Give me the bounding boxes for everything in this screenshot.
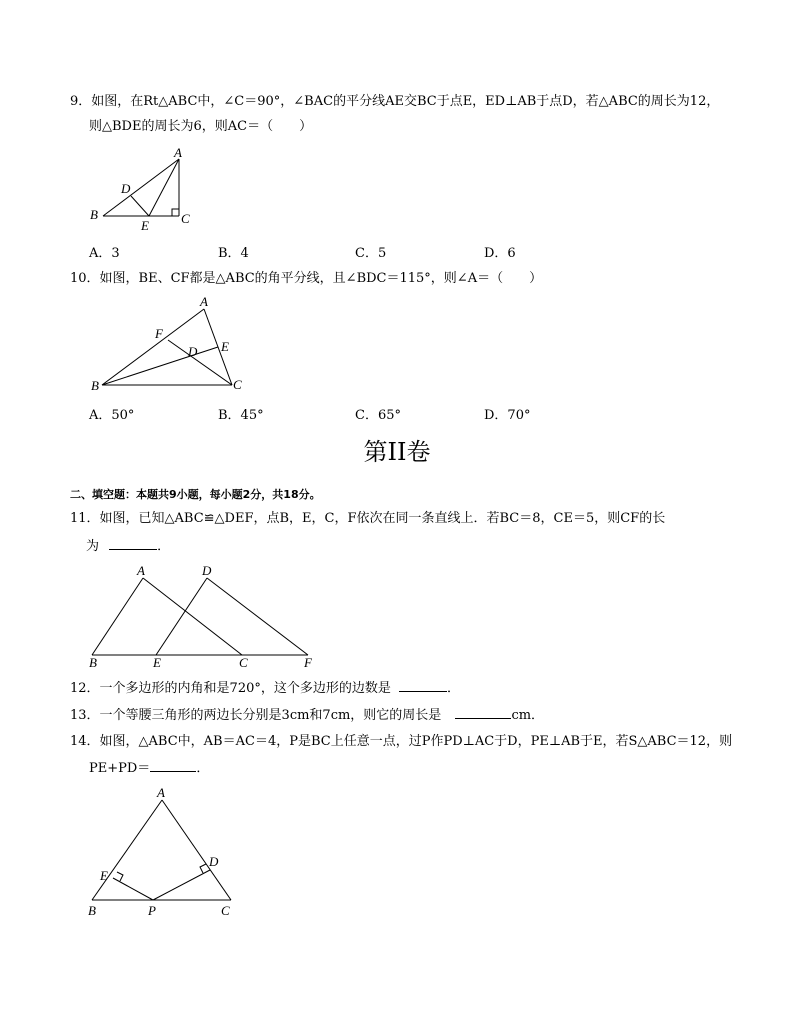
q14-segment-pd	[153, 870, 210, 900]
q11-segment-de	[156, 578, 207, 655]
q11-text-line1: 11．如图，已知△ABC≌△DEF，点B，E，C，F依次在同一条直线上．若BC＝8，CE＝5，则CF的长	[70, 511, 666, 526]
q9-option-b: B．4	[218, 246, 249, 261]
q10-option-b: B．45°	[218, 408, 264, 423]
q12-prefix: 12．一个多边形的内角和是720°，这个多边形的边数是	[70, 681, 391, 696]
q13-answer-blank[interactable]	[455, 706, 511, 719]
q14-label-p: P	[148, 903, 156, 918]
q11-segment-ab	[92, 578, 143, 655]
q10-label-e: E	[221, 339, 229, 354]
q14-right-angle-mark-d	[200, 864, 206, 873]
q11-prefix: 为	[86, 539, 100, 554]
q10-segment-be	[102, 347, 218, 385]
q13-prefix: 13．一个等腰三角形的两边长分别是3cm和7cm，则它的周长是	[70, 708, 442, 723]
q14-answer-blank[interactable]	[150, 759, 196, 772]
q12-answer-blank[interactable]	[399, 679, 447, 692]
part-title: 第II卷	[363, 438, 431, 466]
q9-label-a: A	[174, 145, 182, 160]
q9-label-c: C	[181, 211, 190, 226]
q14-segment-ac	[162, 800, 231, 900]
q10-label-f: F	[155, 326, 163, 341]
q14-suffix: ．	[196, 761, 210, 776]
q9-option-c: C．5	[355, 246, 387, 261]
q14-label-d: D	[209, 854, 219, 869]
q11-label-b: B	[89, 655, 97, 670]
q9-label-d: D	[121, 181, 131, 196]
section-heading: 二、填空题：本题共9小题，每小题2分，共18分。	[70, 488, 321, 501]
q9-label-e: E	[141, 218, 149, 233]
q11-label-e: E	[153, 655, 161, 670]
q10-option-c: C．65°	[355, 408, 401, 423]
q11-label-c: C	[239, 655, 248, 670]
q10-label-d: D	[188, 344, 198, 359]
q9-label-b: B	[90, 207, 98, 222]
q14-segment-ab	[92, 800, 162, 900]
q11-segment-ac	[143, 578, 242, 655]
q9-segment-ae	[149, 159, 179, 216]
q10-label-c: C	[233, 377, 242, 392]
q13-suffix: cm．	[511, 708, 545, 723]
q10-option-a: A．50°	[89, 408, 135, 423]
q11-label-f: F	[304, 655, 312, 670]
q14-text-line1: 14．如图，△ABC中，AB＝AC＝4，P是BC上任意一点，过P作PD⊥AC于D，PE⊥AB于E，若S△ABC＝12，则	[70, 734, 733, 749]
q10-option-d: D．70°	[484, 408, 531, 423]
q11-suffix: ．	[157, 539, 171, 554]
q10-text-line1: 10．如图，BE、CF都是△ABC的角平分线，且∠BDC＝115°，则∠A＝（ ）	[70, 271, 543, 286]
q14-prefix: PE+PD＝	[89, 761, 151, 776]
q9-text-line1: 9．如图，在Rt△ABC中，∠C＝90°，∠BAC的平分线AE交BC于点E，ED⊥AB于点D，若△ABC的周长为12，	[70, 94, 720, 109]
q10-label-b: B	[91, 378, 99, 393]
q13-text	[70, 706, 544, 725]
q12-suffix: ．	[447, 681, 461, 696]
q11-text-line2	[86, 537, 170, 556]
q11-segment-df	[207, 578, 308, 655]
q14-label-a: A	[157, 785, 165, 800]
q12-text	[70, 679, 460, 698]
q14-text-line2	[89, 759, 209, 778]
q14-label-c: C	[221, 903, 230, 918]
q14-label-b: B	[88, 903, 96, 918]
q14-segment-pe	[113, 878, 153, 900]
q14-right-angle-mark-e	[117, 872, 123, 881]
q11-label-d: D	[202, 563, 212, 578]
q9-text-line2: 则△BDE的周长为6，则AC＝（ ）	[89, 119, 313, 134]
q9-right-angle-mark	[172, 209, 179, 216]
q9-segment-de	[131, 196, 149, 216]
q10-label-a: A	[200, 294, 208, 309]
q11-answer-blank[interactable]	[109, 537, 157, 550]
q9-option-d: D．6	[484, 246, 516, 261]
q9-option-a: A．3	[89, 246, 120, 261]
q14-label-e: E	[100, 868, 108, 883]
q11-label-a: A	[137, 563, 145, 578]
